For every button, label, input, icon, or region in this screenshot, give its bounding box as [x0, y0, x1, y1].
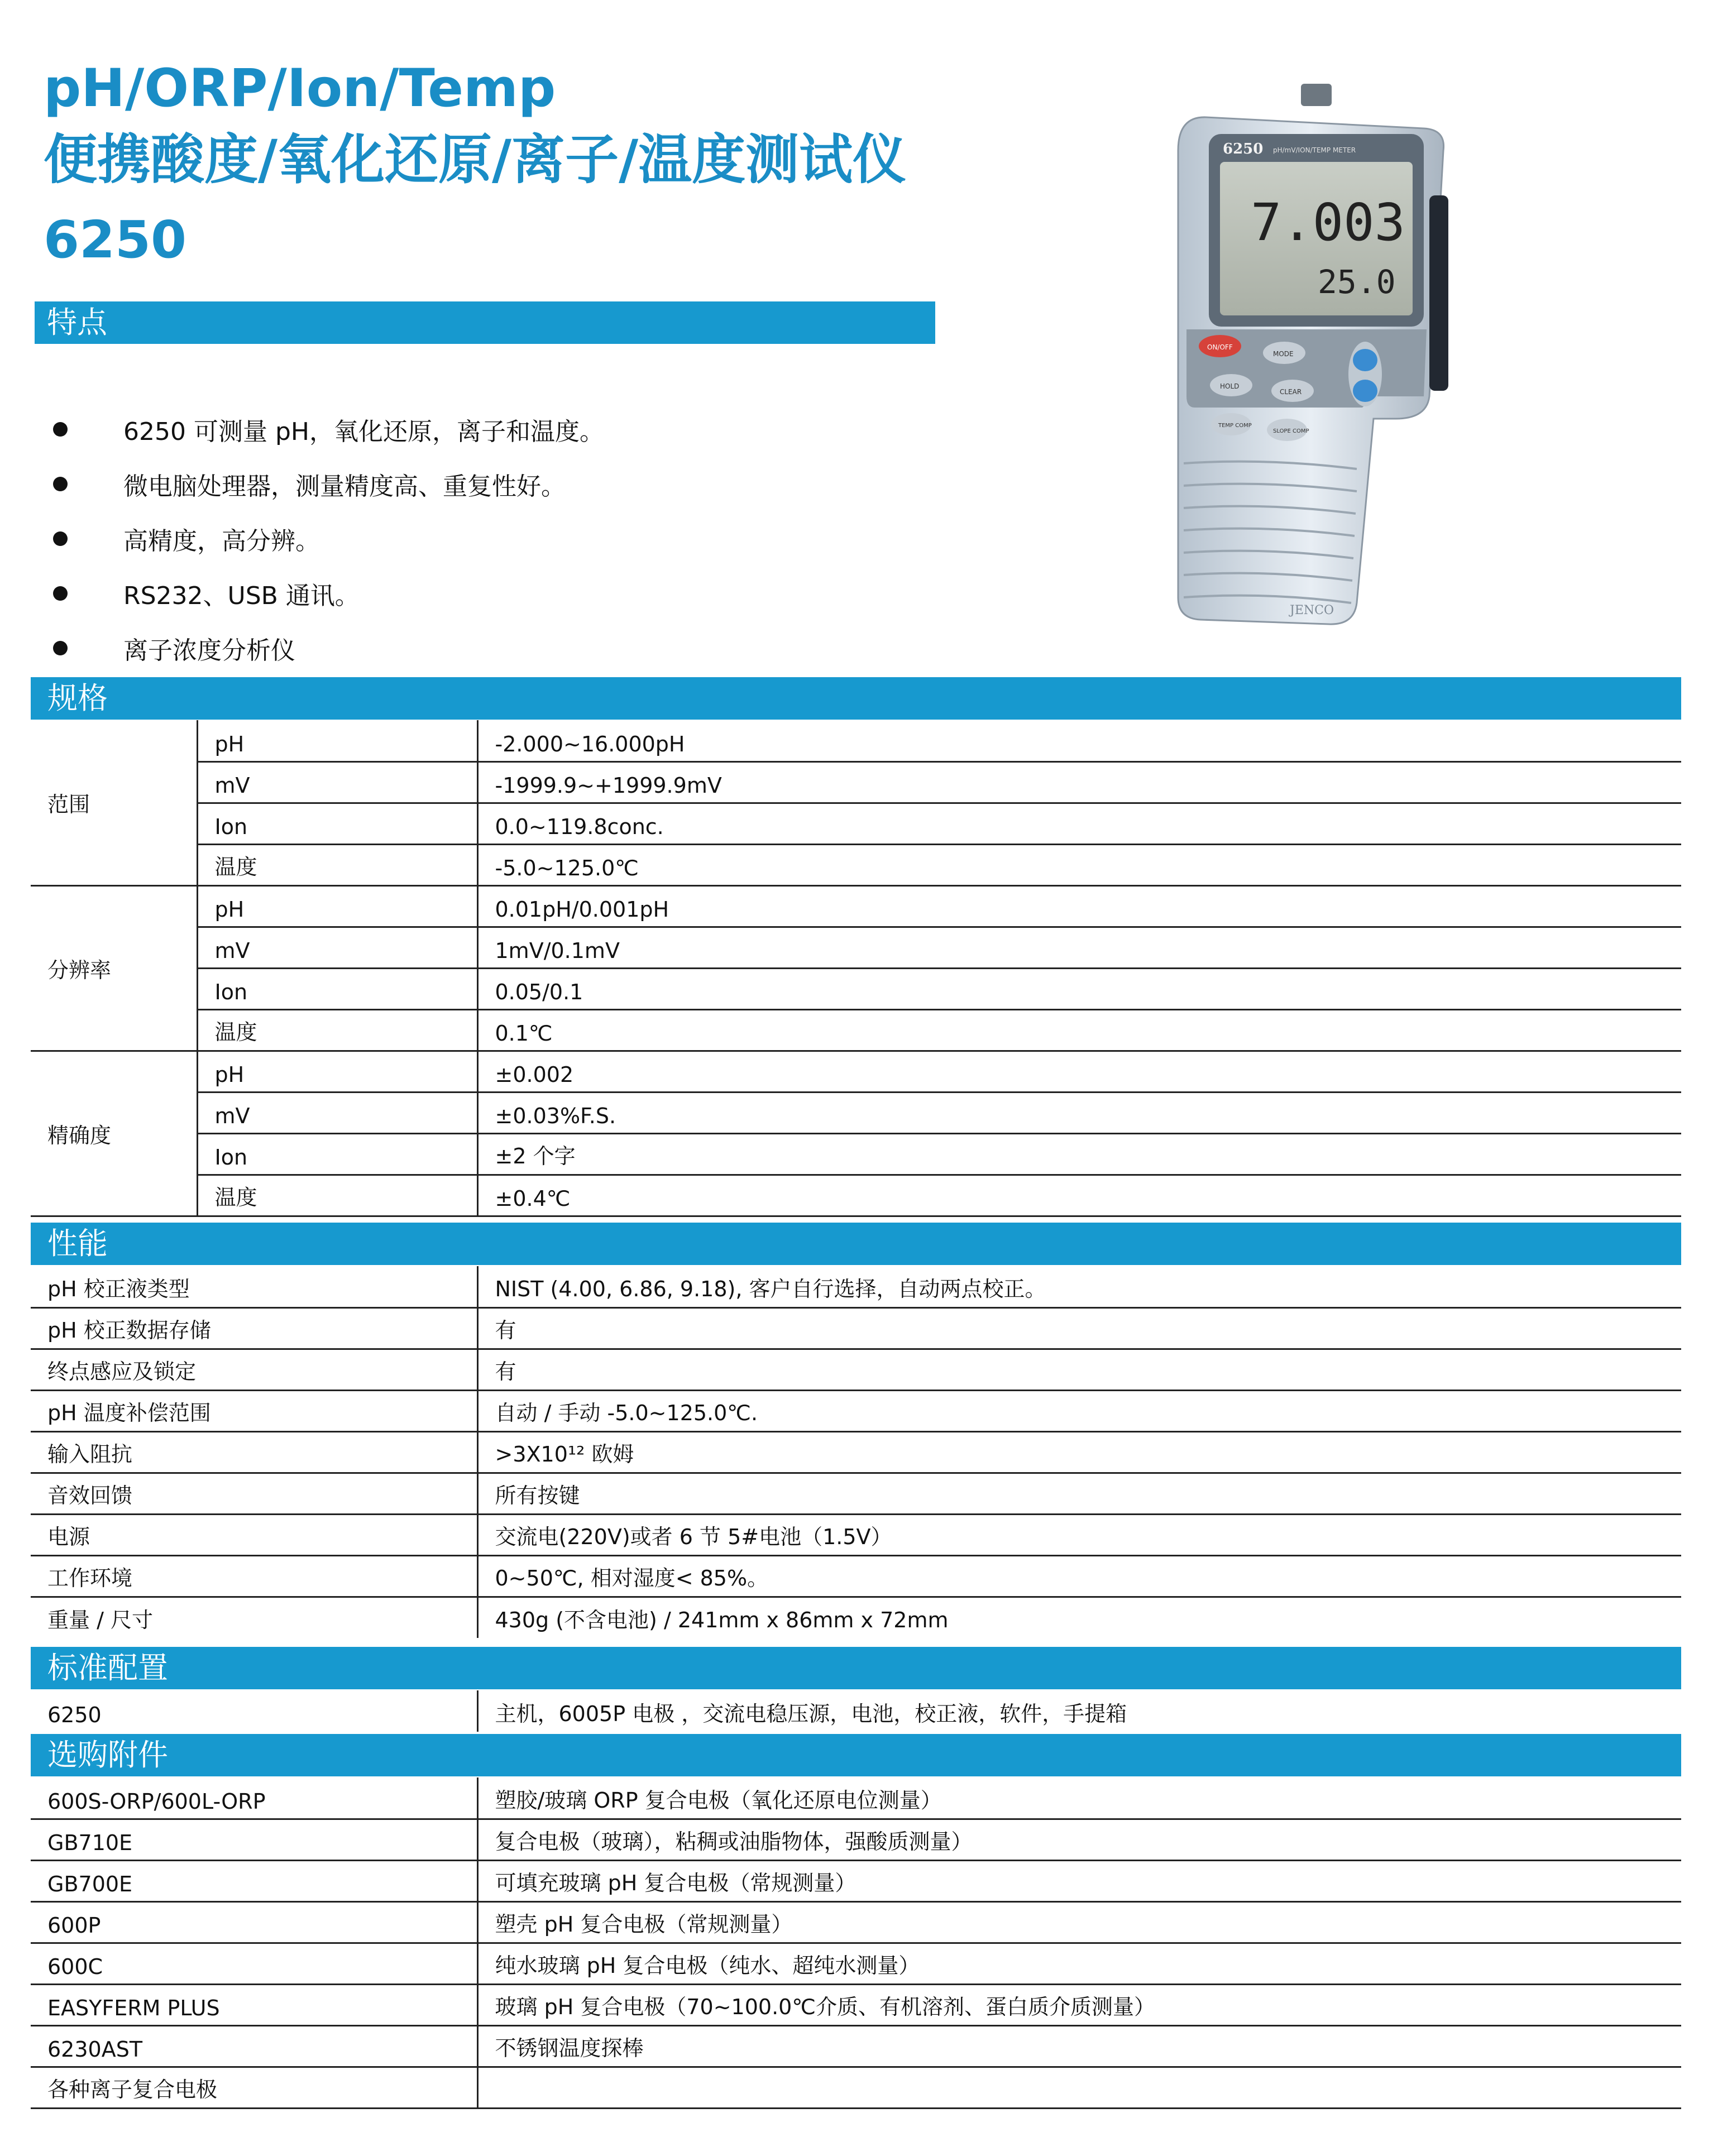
display-temp-reading: 25.0 — [1318, 263, 1396, 301]
perf-value: 有 — [477, 1349, 1681, 1390]
perf-label: 终点感应及锁定 — [31, 1349, 477, 1390]
device-photo — [1133, 84, 1502, 642]
perf-label: 音效回馈 — [31, 1473, 477, 1514]
spec-value: 0.1℃ — [477, 1009, 1681, 1051]
table-row — [31, 1051, 1681, 1092]
table-row — [31, 1901, 1681, 1943]
spec-value: 0.0~119.8conc. — [477, 803, 1681, 844]
table-row — [31, 2067, 1681, 2108]
table-row — [31, 2025, 1681, 2067]
config-label: 6250 — [31, 1690, 477, 1732]
accessory-model: GB700E — [31, 1860, 477, 1901]
device-subtitle-label: pH/mV/ION/TEMP METER — [1273, 146, 1356, 154]
accessory-desc: 可填充玻璃 pH 复合电极（常规测量） — [477, 1860, 1681, 1901]
spec-group-label: 精确度 — [31, 1051, 197, 1216]
standard-config-table — [31, 1690, 1681, 1732]
spec-value: ±0.4℃ — [477, 1175, 1681, 1216]
table-row — [31, 1984, 1681, 2025]
perf-value: >3X10¹² 欧姆 — [477, 1431, 1681, 1473]
model-number: 6250 — [44, 210, 187, 270]
standard-config-heading: 标准配置 — [31, 1647, 1681, 1689]
accessory-model: 600C — [31, 1943, 477, 1984]
accessory-model: 各种离子复合电极 — [31, 2067, 477, 2108]
spec-param: 温度 — [197, 1009, 477, 1051]
table-row — [31, 1266, 1681, 1307]
bullet-icon — [53, 586, 68, 601]
config-value: 主机，6005P 电极 ，交流电稳压源，电池，校正液，软件，手提箱 — [495, 1702, 1127, 1726]
spec-param: Ion — [197, 968, 477, 1009]
title-product-name: 便携酸度/氧化还原/离子/温度测试仪 — [44, 128, 907, 191]
perf-value: 交流电(220V)或者 6 节 5#电池（1.5V） — [477, 1514, 1681, 1555]
spec-param: Ion — [197, 1133, 477, 1175]
table-row — [31, 1175, 1681, 1216]
perf-label: 工作环境 — [31, 1555, 477, 1597]
table-row — [31, 803, 1681, 844]
accessory-model: 6230AST — [31, 2025, 477, 2067]
table-row — [31, 1819, 1681, 1860]
table-row — [31, 1777, 1681, 1819]
feature-item — [53, 457, 891, 511]
accessory-desc: 玻璃 pH 复合电极（70~100.0℃介质、有机溶剂、蛋白质介质测量） — [477, 1984, 1681, 2025]
spec-value: -2.000~16.000pH — [477, 720, 1681, 761]
feature-item — [53, 566, 891, 621]
perf-value: 0~50℃, 相对湿度< 85%。 — [477, 1555, 1681, 1597]
table-row — [31, 885, 1681, 927]
spec-param: pH — [197, 1051, 477, 1092]
specs-heading: 规格 — [31, 677, 1681, 720]
accessory-desc: 塑胶/玻璃 ORP 复合电极（氧化还原电位测量） — [477, 1777, 1681, 1819]
spec-param: Ion — [197, 803, 477, 844]
spec-param: mV — [197, 927, 477, 968]
spec-param: 温度 — [197, 844, 477, 885]
perf-label: 输入阻抗 — [31, 1431, 477, 1473]
table-row — [31, 1860, 1681, 1901]
performance-heading: 性能 — [31, 1223, 1681, 1265]
table-row — [31, 1133, 1681, 1175]
bullet-icon — [53, 641, 68, 655]
perf-label: 电源 — [31, 1514, 477, 1555]
features-heading: 特点 — [35, 301, 935, 344]
svg-text:CLEAR: CLEAR — [1280, 388, 1302, 396]
table-row — [31, 1431, 1681, 1473]
spec-group-label: 范围 — [31, 720, 197, 885]
device-maker-label: JENCO — [1290, 603, 1334, 617]
optional-accessories-heading: 选购附件 — [31, 1734, 1681, 1776]
bullet-icon — [53, 531, 68, 546]
table-row — [31, 720, 1681, 761]
perf-value: 430g (不含电池) / 241mm x 86mm x 72mm — [495, 1608, 949, 1632]
accessory-model: EASYFERM PLUS — [31, 1984, 477, 2025]
accessory-model: 600S-ORP/600L-ORP — [31, 1777, 477, 1819]
spec-param: mV — [197, 761, 477, 803]
feature-text: RS232、USB 通讯。 — [123, 582, 360, 610]
feature-item — [53, 621, 891, 675]
spec-group-label: 分辨率 — [31, 885, 197, 1051]
display-main-reading: 7.003 — [1251, 193, 1405, 252]
table-row — [31, 1473, 1681, 1514]
optional-accessories-table — [31, 1777, 1681, 2109]
features-list — [53, 402, 891, 675]
feature-text: 微电脑处理器，测量精度高、重复性好。 — [123, 472, 566, 501]
perf-value: NIST (4.00, 6.86, 9.18), 客户自行选择，自动两点校正。 — [477, 1266, 1681, 1307]
bullet-icon — [53, 422, 68, 437]
feature-text: 离子浓度分析仪 — [123, 636, 295, 665]
device-brand-label: 6250 — [1223, 141, 1264, 157]
spec-value: ±0.002 — [477, 1051, 1681, 1092]
feature-item — [53, 511, 891, 566]
table-row — [31, 1009, 1681, 1051]
perf-label: pH 校正数据存储 — [31, 1307, 477, 1349]
table-row — [31, 1349, 1681, 1390]
svg-text:HOLD: HOLD — [1220, 382, 1240, 390]
table-row — [31, 1690, 1681, 1732]
spec-value: 0.05/0.1 — [477, 968, 1681, 1009]
table-row — [31, 1390, 1681, 1431]
accessory-desc: 塑壳 pH 复合电极（常规测量） — [477, 1901, 1681, 1943]
connector-icon — [1301, 84, 1332, 106]
perf-value: 所有按键 — [477, 1473, 1681, 1514]
accessory-desc — [477, 2067, 1681, 2108]
feature-text: 高精度，高分辨。 — [123, 527, 320, 555]
bullet-icon — [53, 477, 68, 491]
table-row — [31, 1307, 1681, 1349]
table-row — [31, 844, 1681, 885]
spec-param: mV — [197, 1092, 477, 1133]
accessory-model: 600P — [31, 1901, 477, 1943]
table-row — [31, 1555, 1681, 1597]
spec-value: 0.01pH/0.001pH — [477, 885, 1681, 927]
specs-table — [31, 720, 1681, 1217]
spec-param: pH — [197, 885, 477, 927]
title-product-types: pH/ORP/Ion/Temp — [44, 58, 556, 119]
spec-param: pH — [197, 720, 477, 761]
table-row — [31, 761, 1681, 803]
table-row — [31, 968, 1681, 1009]
accessory-model: GB710E — [31, 1819, 477, 1860]
accessory-desc: 复合电极（玻璃），粘稠或油脂物体，强酸质测量） — [477, 1819, 1681, 1860]
perf-value: 自动 / 手动 -5.0~125.0℃. — [477, 1390, 1681, 1431]
spec-value: 1mV/0.1mV — [477, 927, 1681, 968]
spec-value: -5.0~125.0℃ — [477, 844, 1681, 885]
accessory-desc: 不锈钢温度探棒 — [477, 2025, 1681, 2067]
spec-value: ±2 个字 — [477, 1133, 1681, 1175]
perf-label: pH 温度补偿范围 — [31, 1390, 477, 1431]
table-row — [31, 1943, 1681, 1984]
spec-param: 温度 — [197, 1175, 477, 1216]
perf-value: 有 — [477, 1307, 1681, 1349]
table-row — [31, 927, 1681, 968]
accessory-desc: 纯水玻璃 pH 复合电极（纯水、超纯水测量） — [477, 1943, 1681, 1984]
spec-value: ±0.03%F.S. — [477, 1092, 1681, 1133]
svg-text:SLOPE COMP: SLOPE COMP — [1273, 428, 1309, 434]
table-row — [31, 1514, 1681, 1555]
perf-label: 重量 / 尺寸 — [31, 1597, 477, 1638]
table-row — [31, 1092, 1681, 1133]
svg-text:TEMP COMP: TEMP COMP — [1218, 423, 1252, 429]
svg-text:ON/OFF: ON/OFF — [1207, 343, 1233, 351]
table-row — [31, 1597, 1681, 1638]
feature-text: 6250 可测量 pH，氧化还原，离子和温度。 — [123, 418, 604, 446]
feature-item — [53, 402, 891, 457]
performance-table — [31, 1266, 1681, 1638]
spec-value: -1999.9~+1999.9mV — [477, 761, 1681, 803]
svg-text:MODE: MODE — [1273, 350, 1294, 358]
perf-label: pH 校正液类型 — [31, 1266, 477, 1307]
